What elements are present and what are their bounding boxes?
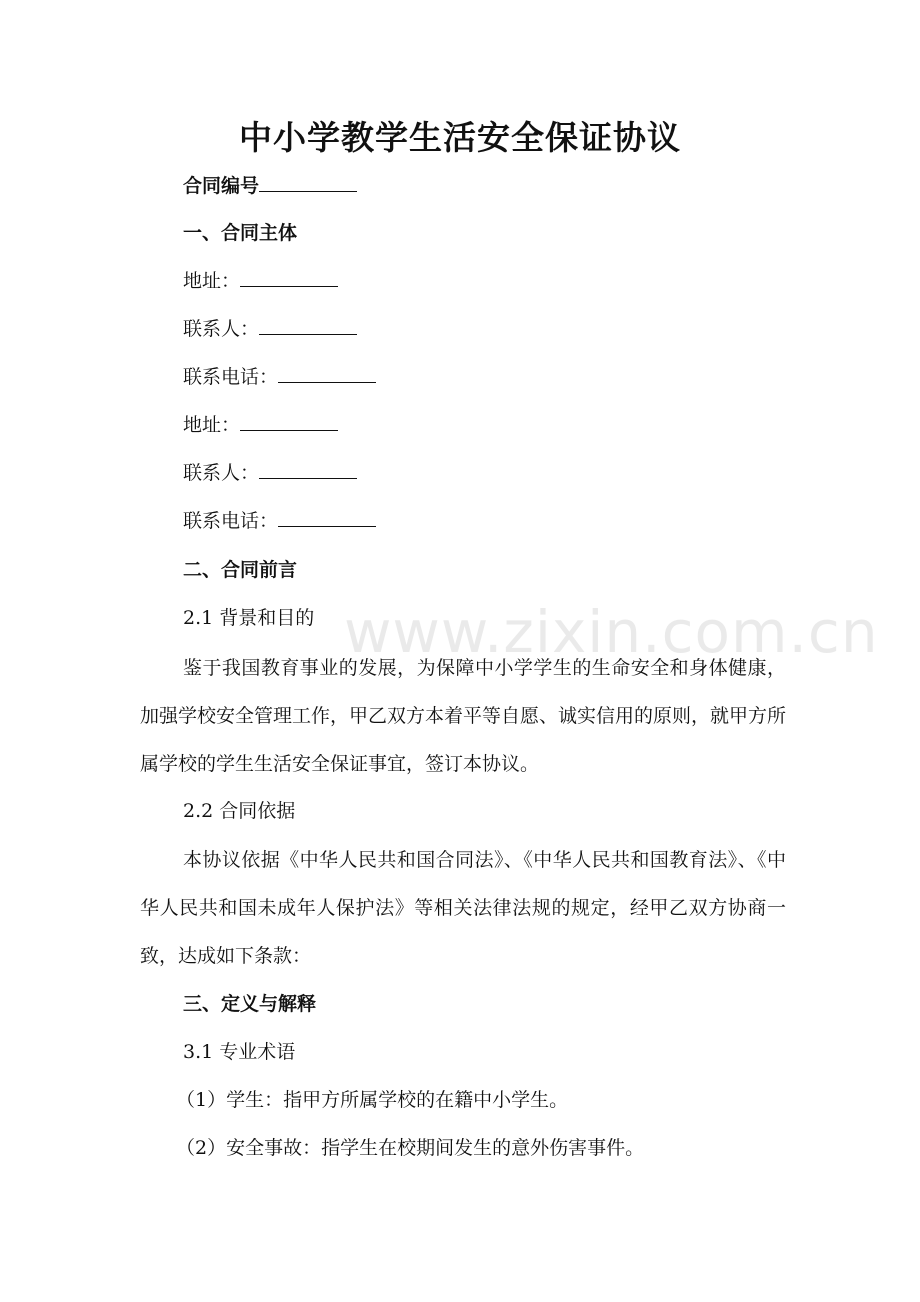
party-a-contact-line bbox=[183, 315, 357, 343]
contract-number-label: 合同编号 bbox=[183, 175, 260, 197]
definition-item: （2）安全事故：指学生在校期间发生的意外伤害事件。 bbox=[176, 1137, 645, 1159]
contract-number-line bbox=[183, 172, 357, 200]
party-a-phone-blank bbox=[278, 364, 376, 383]
definition-item: （1）学生：指甲方所属学校的在籍中小学生。 bbox=[176, 1089, 569, 1111]
party-b-contact-line bbox=[183, 459, 357, 487]
party-b-contact-blank bbox=[259, 460, 357, 479]
section-heading-parties: 一、合同主体 bbox=[183, 222, 298, 244]
party-a-contact-label: 联系人： bbox=[183, 318, 260, 340]
section-heading-preamble: 二、合同前言 bbox=[183, 559, 298, 581]
party-b-address-line bbox=[183, 411, 338, 439]
party-b-address-blank bbox=[240, 412, 338, 431]
party-a-address-line bbox=[183, 267, 338, 295]
document-title: 中小学教学生活安全保证协议 bbox=[239, 118, 681, 157]
party-b-phone-line bbox=[183, 507, 376, 535]
contract-number-blank bbox=[259, 173, 357, 192]
subsection-title-background: 2.1 背景和目的 bbox=[183, 607, 315, 629]
party-a-address-label: 地址： bbox=[183, 270, 241, 292]
paragraph-basis: 本协议依据《中华人民共和国合同法》、《中华人民共和国教育法》、《中华人民共和国未成年人保护法》等相关法律法规的规定，经甲乙双方协商一致，达成如下条款： bbox=[140, 849, 786, 967]
party-a-contact-blank bbox=[259, 316, 357, 335]
watermark: www.zixin.com.cn bbox=[344, 598, 879, 666]
subsection-title-basis: 2.2 合同依据 bbox=[183, 800, 296, 822]
party-b-phone-label: 联系电话： bbox=[183, 510, 279, 532]
party-b-contact-label: 联系人： bbox=[183, 462, 260, 484]
subsection-title-terms: 3.1 专业术语 bbox=[183, 1041, 296, 1063]
party-b-phone-blank bbox=[278, 508, 376, 527]
paragraph-background: 鉴于我国教育事业的发展，为保障中小学学生的生命安全和身体健康，加强学校安全管理工作，甲乙双方本着平等自愿、诚实信用的原则，就甲方所属学校的学生生活安全保证事宜，签订本协议。 bbox=[140, 657, 787, 775]
party-a-phone-label: 联系电话： bbox=[183, 366, 279, 388]
party-b-address-label: 地址： bbox=[183, 414, 241, 436]
party-a-address-blank bbox=[240, 268, 338, 287]
party-a-phone-line bbox=[183, 363, 376, 391]
section-heading-definitions: 三、定义与解释 bbox=[183, 993, 317, 1015]
